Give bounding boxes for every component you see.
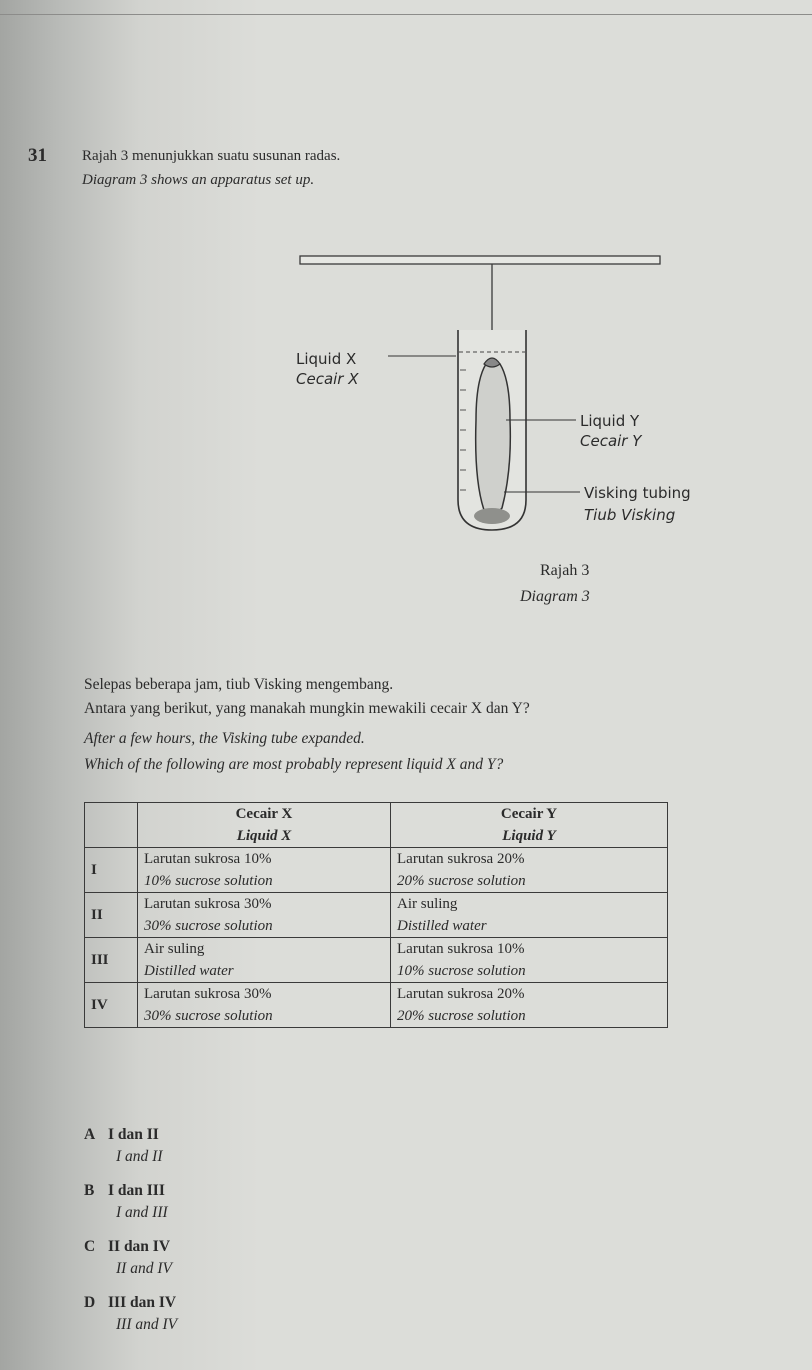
row-x-english: 10% sucrose solution (144, 873, 273, 889)
label-tiub-visking: Tiub Visking (584, 506, 676, 524)
row-liquid-x (138, 848, 391, 893)
tube-bottom-shade (474, 508, 510, 524)
row-liquid-y (391, 938, 668, 983)
row-x-english: 30% sucrose solution (144, 918, 273, 934)
table-corner-cell (85, 803, 138, 848)
option-letter: A (84, 1126, 96, 1143)
row-y-malay: Larutan sukrosa 20% (397, 851, 525, 867)
header-liquid-y (391, 803, 668, 848)
row-x-malay: Air suling (144, 941, 205, 957)
table-row (85, 983, 668, 1028)
row-y-english: 10% sucrose solution (397, 963, 526, 979)
row-y-english: 20% sucrose solution (397, 873, 526, 889)
statement-malay-1: Selepas beberapa jam, tiub Visking mengembang. (84, 676, 394, 693)
statement-english-2: Which of the following are most probably represent liquid X and Y? (84, 756, 504, 773)
answer-option-b[interactable] (84, 1182, 177, 1238)
label-cecair-x: Cecair X (296, 370, 359, 388)
diagram-caption-malay: Rajah 3 (540, 562, 590, 579)
row-y-english: Distilled water (397, 918, 487, 934)
option-text-malay: I dan II (108, 1126, 159, 1143)
question-intro-malay: Rajah 3 menunjukkan suatu susunan radas. (82, 148, 341, 164)
option-text-english: II and IV (116, 1260, 172, 1277)
diagram-caption-english: Diagram 3 (520, 588, 590, 605)
row-y-malay: Larutan sukrosa 20% (397, 986, 525, 1002)
table-row (85, 938, 668, 983)
option-text-malay: III dan IV (108, 1294, 177, 1311)
row-id: IV (85, 983, 138, 1028)
table-row (85, 848, 668, 893)
header-cecair-y: Cecair Y (500, 806, 558, 822)
row-x-malay: Larutan sukrosa 30% (144, 896, 272, 912)
option-letter: C (84, 1238, 96, 1255)
row-y-malay: Air suling (397, 896, 458, 912)
option-text-malay: I dan III (108, 1182, 165, 1199)
row-id: II (85, 893, 138, 938)
row-liquid-x (138, 938, 391, 983)
row-id: III (85, 938, 138, 983)
header-cecair-x: Cecair X (235, 806, 293, 822)
answer-option-d[interactable] (84, 1294, 177, 1350)
row-liquid-x (138, 893, 391, 938)
support-rod (300, 256, 660, 264)
row-liquid-y (391, 848, 668, 893)
option-text-english: I and II (116, 1148, 163, 1165)
row-liquid-y (391, 893, 668, 938)
statement-malay-2: Antara yang berikut, yang manakah mungkin mewakili cecair X dan Y? (84, 700, 530, 717)
label-liquid-y: Liquid Y (580, 412, 640, 430)
answer-options (84, 1126, 177, 1350)
row-liquid-x (138, 983, 391, 1028)
table-row (85, 893, 668, 938)
apparatus-diagram (280, 240, 760, 580)
row-id: I (85, 848, 138, 893)
option-text-english: I and III (116, 1204, 168, 1221)
row-y-malay: Larutan sukrosa 10% (397, 941, 525, 957)
row-liquid-y (391, 983, 668, 1028)
header-liquid-y-en: Liquid Y (502, 828, 556, 844)
row-x-malay: Larutan sukrosa 30% (144, 986, 272, 1002)
options-table (84, 802, 668, 1028)
option-letter: D (84, 1294, 96, 1311)
answer-option-a[interactable] (84, 1126, 177, 1182)
option-text-english: III and IV (116, 1316, 178, 1333)
question-number: 31 (28, 145, 47, 166)
row-y-english: 20% sucrose solution (397, 1008, 526, 1024)
header-liquid-x-en: Liquid X (236, 828, 292, 844)
row-x-english: Distilled water (144, 963, 234, 979)
label-cecair-y: Cecair Y (580, 432, 642, 450)
answer-option-c[interactable] (84, 1238, 177, 1294)
label-visking-tubing: Visking tubing (584, 484, 691, 502)
option-letter: B (84, 1182, 95, 1199)
label-liquid-x: Liquid X (296, 350, 357, 368)
question-intro-english: Diagram 3 shows an apparatus set up. (82, 172, 315, 188)
row-x-malay: Larutan sukrosa 10% (144, 851, 272, 867)
table-header-row (85, 803, 668, 848)
header-liquid-x (138, 803, 391, 848)
statement-english-1: After a few hours, the Visking tube expanded. (84, 730, 365, 747)
option-text-malay: II dan IV (108, 1238, 171, 1255)
row-x-english: 30% sucrose solution (144, 1008, 273, 1024)
